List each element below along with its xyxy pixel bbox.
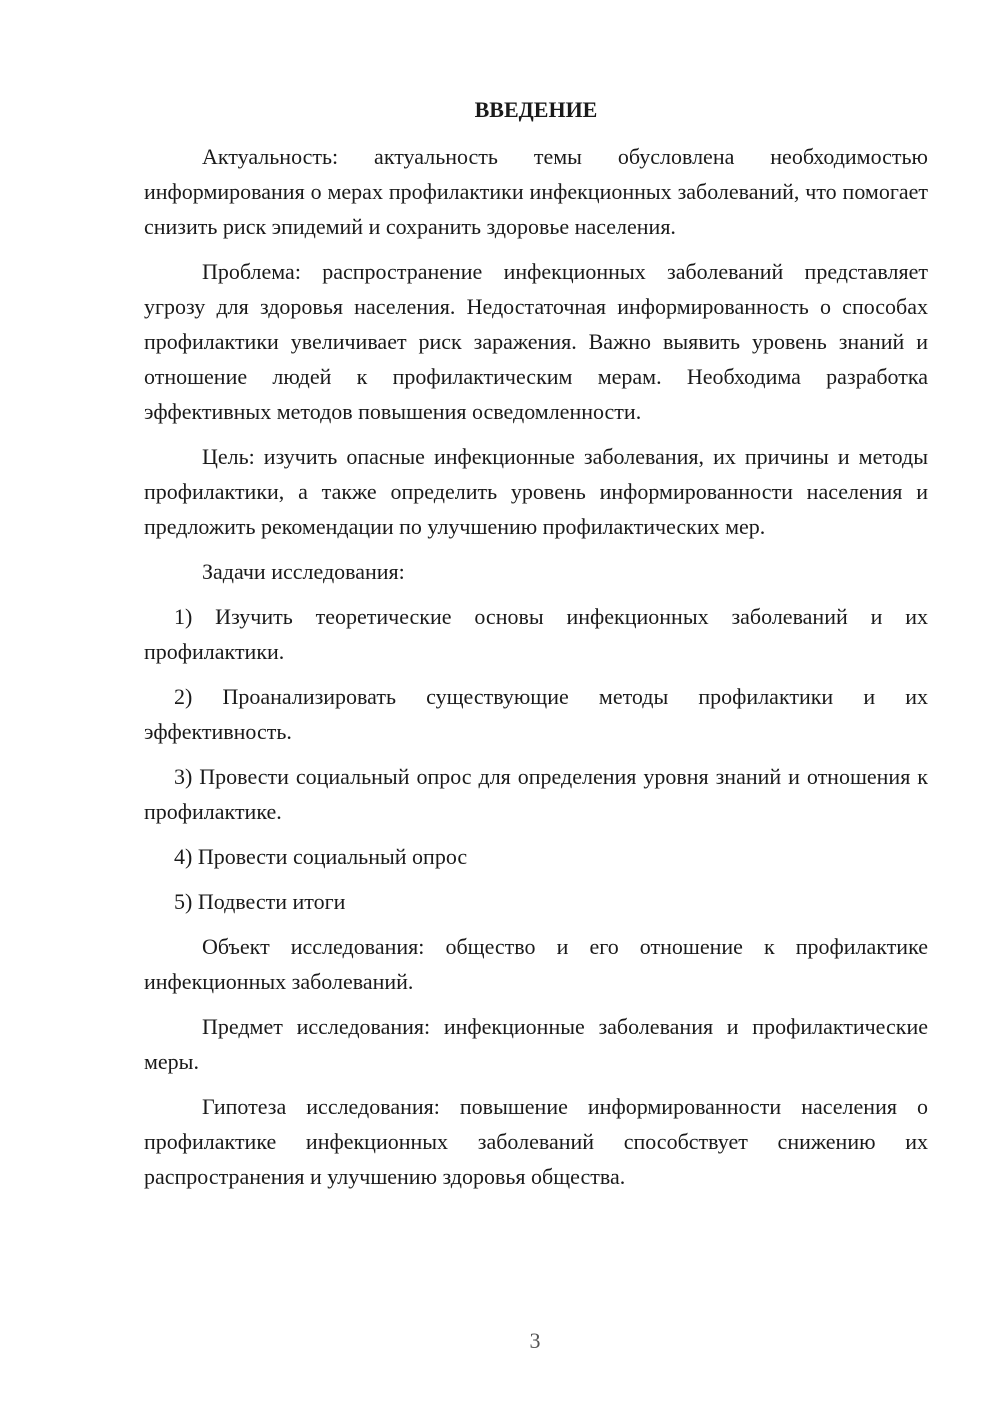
paragraph-relevance: Актуальность: актуальность темы обусловлена необходимостью информирования о мерах профилактики инфекционных заболеваний, что помогает снизить риск эпидемий и сохранить здоровье населения. xyxy=(144,144,928,239)
task-item-1: 1) Изучить теоретические основы инфекционных заболеваний и их профилактики. xyxy=(144,604,928,664)
paragraph-object: Объект исследования: общество и его отношение к профилактике инфекционных заболеваний. xyxy=(144,934,928,994)
task-item-3: 3) Провести социальный опрос для определения уровня знаний и отношения к профилактике. xyxy=(144,764,928,824)
paragraph-problem: Проблема: распространение инфекционных заболеваний представляет угрозу для здоровья населения. Недостаточная информированность о способах профилактики увеличивает риск заражения. Важно выявить уровень знаний и отношение людей к профилактическим мерам. Необходима разработка эффективных методов повышения осведомленности. xyxy=(144,259,928,424)
task-item-5: 5) Подвести итоги xyxy=(174,889,346,914)
paragraph-goal: Цель: изучить опасные инфекционные заболевания, их причины и методы профилактики, а также определить уровень информированности населения и предложить рекомендации по улучшению профилактических мер. xyxy=(144,444,928,539)
task-item-2: 2) Проанализировать существующие методы профилактики и их эффективность. xyxy=(144,684,928,744)
task-item-4: 4) Провести социальный опрос xyxy=(174,844,468,869)
paragraph-subject: Предмет исследования: инфекционные заболевания и профилактические меры. xyxy=(144,1014,928,1074)
page-number: 3 xyxy=(529,1328,541,1353)
paragraph-hypothesis: Гипотеза исследования: повышение информированности населения о профилактике инфекционных заболеваний способствует снижению их распространения и улучшению здоровья общества. xyxy=(144,1094,928,1189)
page-content xyxy=(144,92,928,1204)
section-title: ВВЕДЕНИЕ xyxy=(474,97,598,122)
paragraph-tasks-heading: Задачи исследования: xyxy=(202,559,405,584)
